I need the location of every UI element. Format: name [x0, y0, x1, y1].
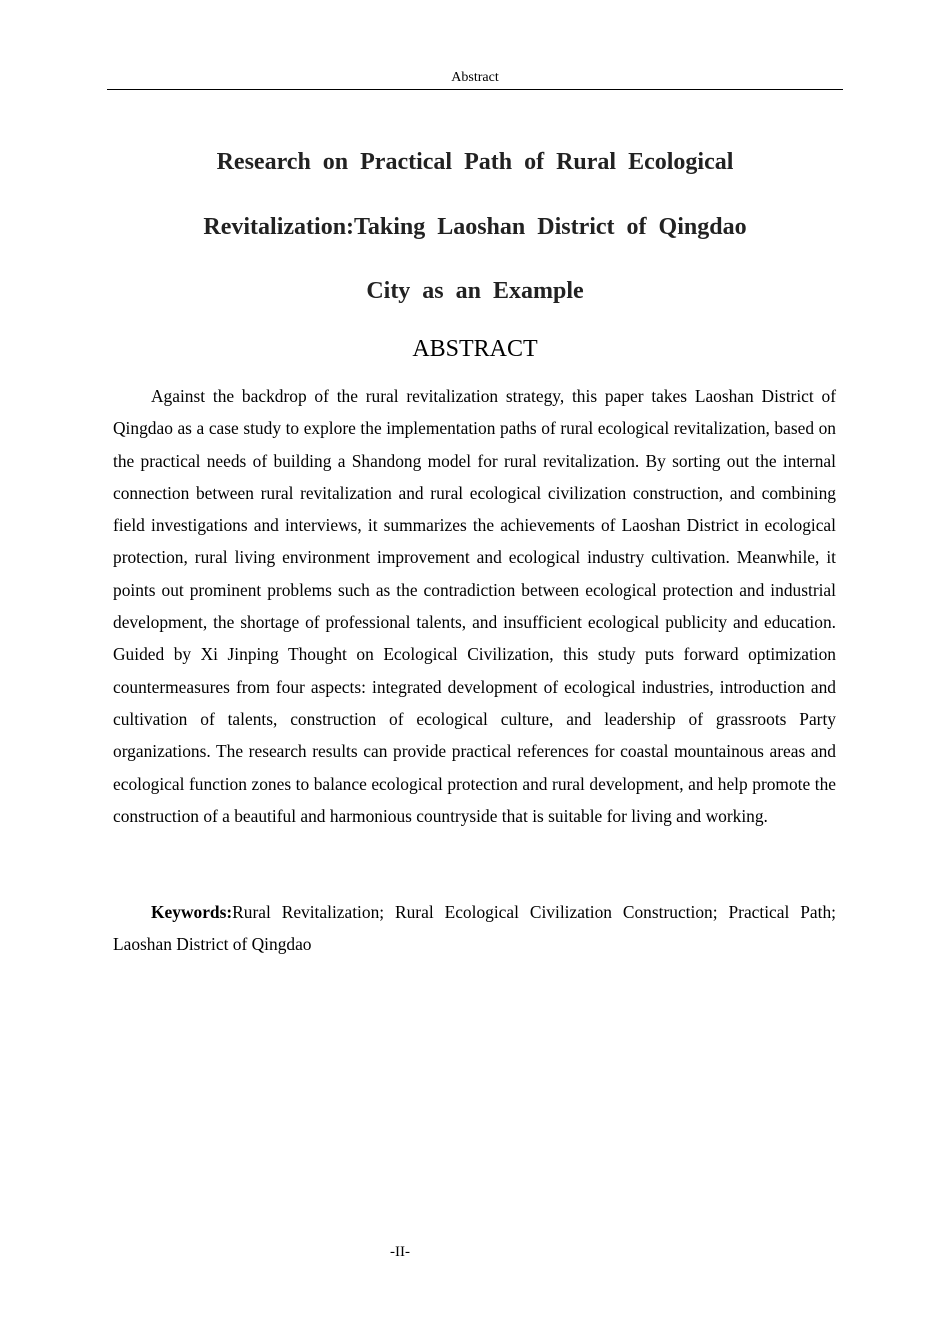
keywords-label: Keywords: — [151, 902, 233, 922]
paper-title-line-3: City as an Example — [366, 278, 584, 304]
paper-title-line-2: Revitalization:Taking Laoshan District of Qingdao — [203, 214, 747, 240]
paper-title-line-1: Research on Practical Path of Rural Ecological — [216, 149, 734, 175]
page-number: -II- — [390, 1244, 410, 1260]
keywords — [113, 896, 836, 961]
keywords-text: Rural Revitalization; Rural Ecological Civilization Construction; Practical Path; Laoshan District of Qingdao — [113, 902, 836, 955]
running-header: Abstract — [451, 70, 499, 85]
abstract-heading: ABSTRACT — [412, 336, 538, 362]
abstract-body: Against the backdrop of the rural revitalization strategy, this paper takes Laoshan District of Qingdao as a case study to explore the implementation paths of rural ecological revitalization, based on the practical needs of building a Shandong model for rural revitalization. By sorting out the internal connection between rural revitalization and rural ecological civilization construction, and combining field investigations and interviews, it summarizes the achievements of Laoshan District in ecological protection, rural living environment improvement and ecological industry cultivation. Meanwhile, it points out prominent problems such as the contradiction between ecological protection and industrial development, the shortage of professional talents, and insufficient ecological publicity and education. Guided by Xi Jinping Thought on Ecological Civilization, this study puts forward optimization countermeasures from four aspects: integrated development of ecological industries, introduction and cultivation of talents, construction of ecological culture, and leadership of grassroots Party organizations. The research results can provide practical references for coastal mountainous areas and ecological function zones to balance ecological protection and rural development, and help promote the construction of a beautiful and harmonious countryside that is suitable for living and working. — [113, 386, 836, 826]
header-rule — [107, 89, 843, 90]
